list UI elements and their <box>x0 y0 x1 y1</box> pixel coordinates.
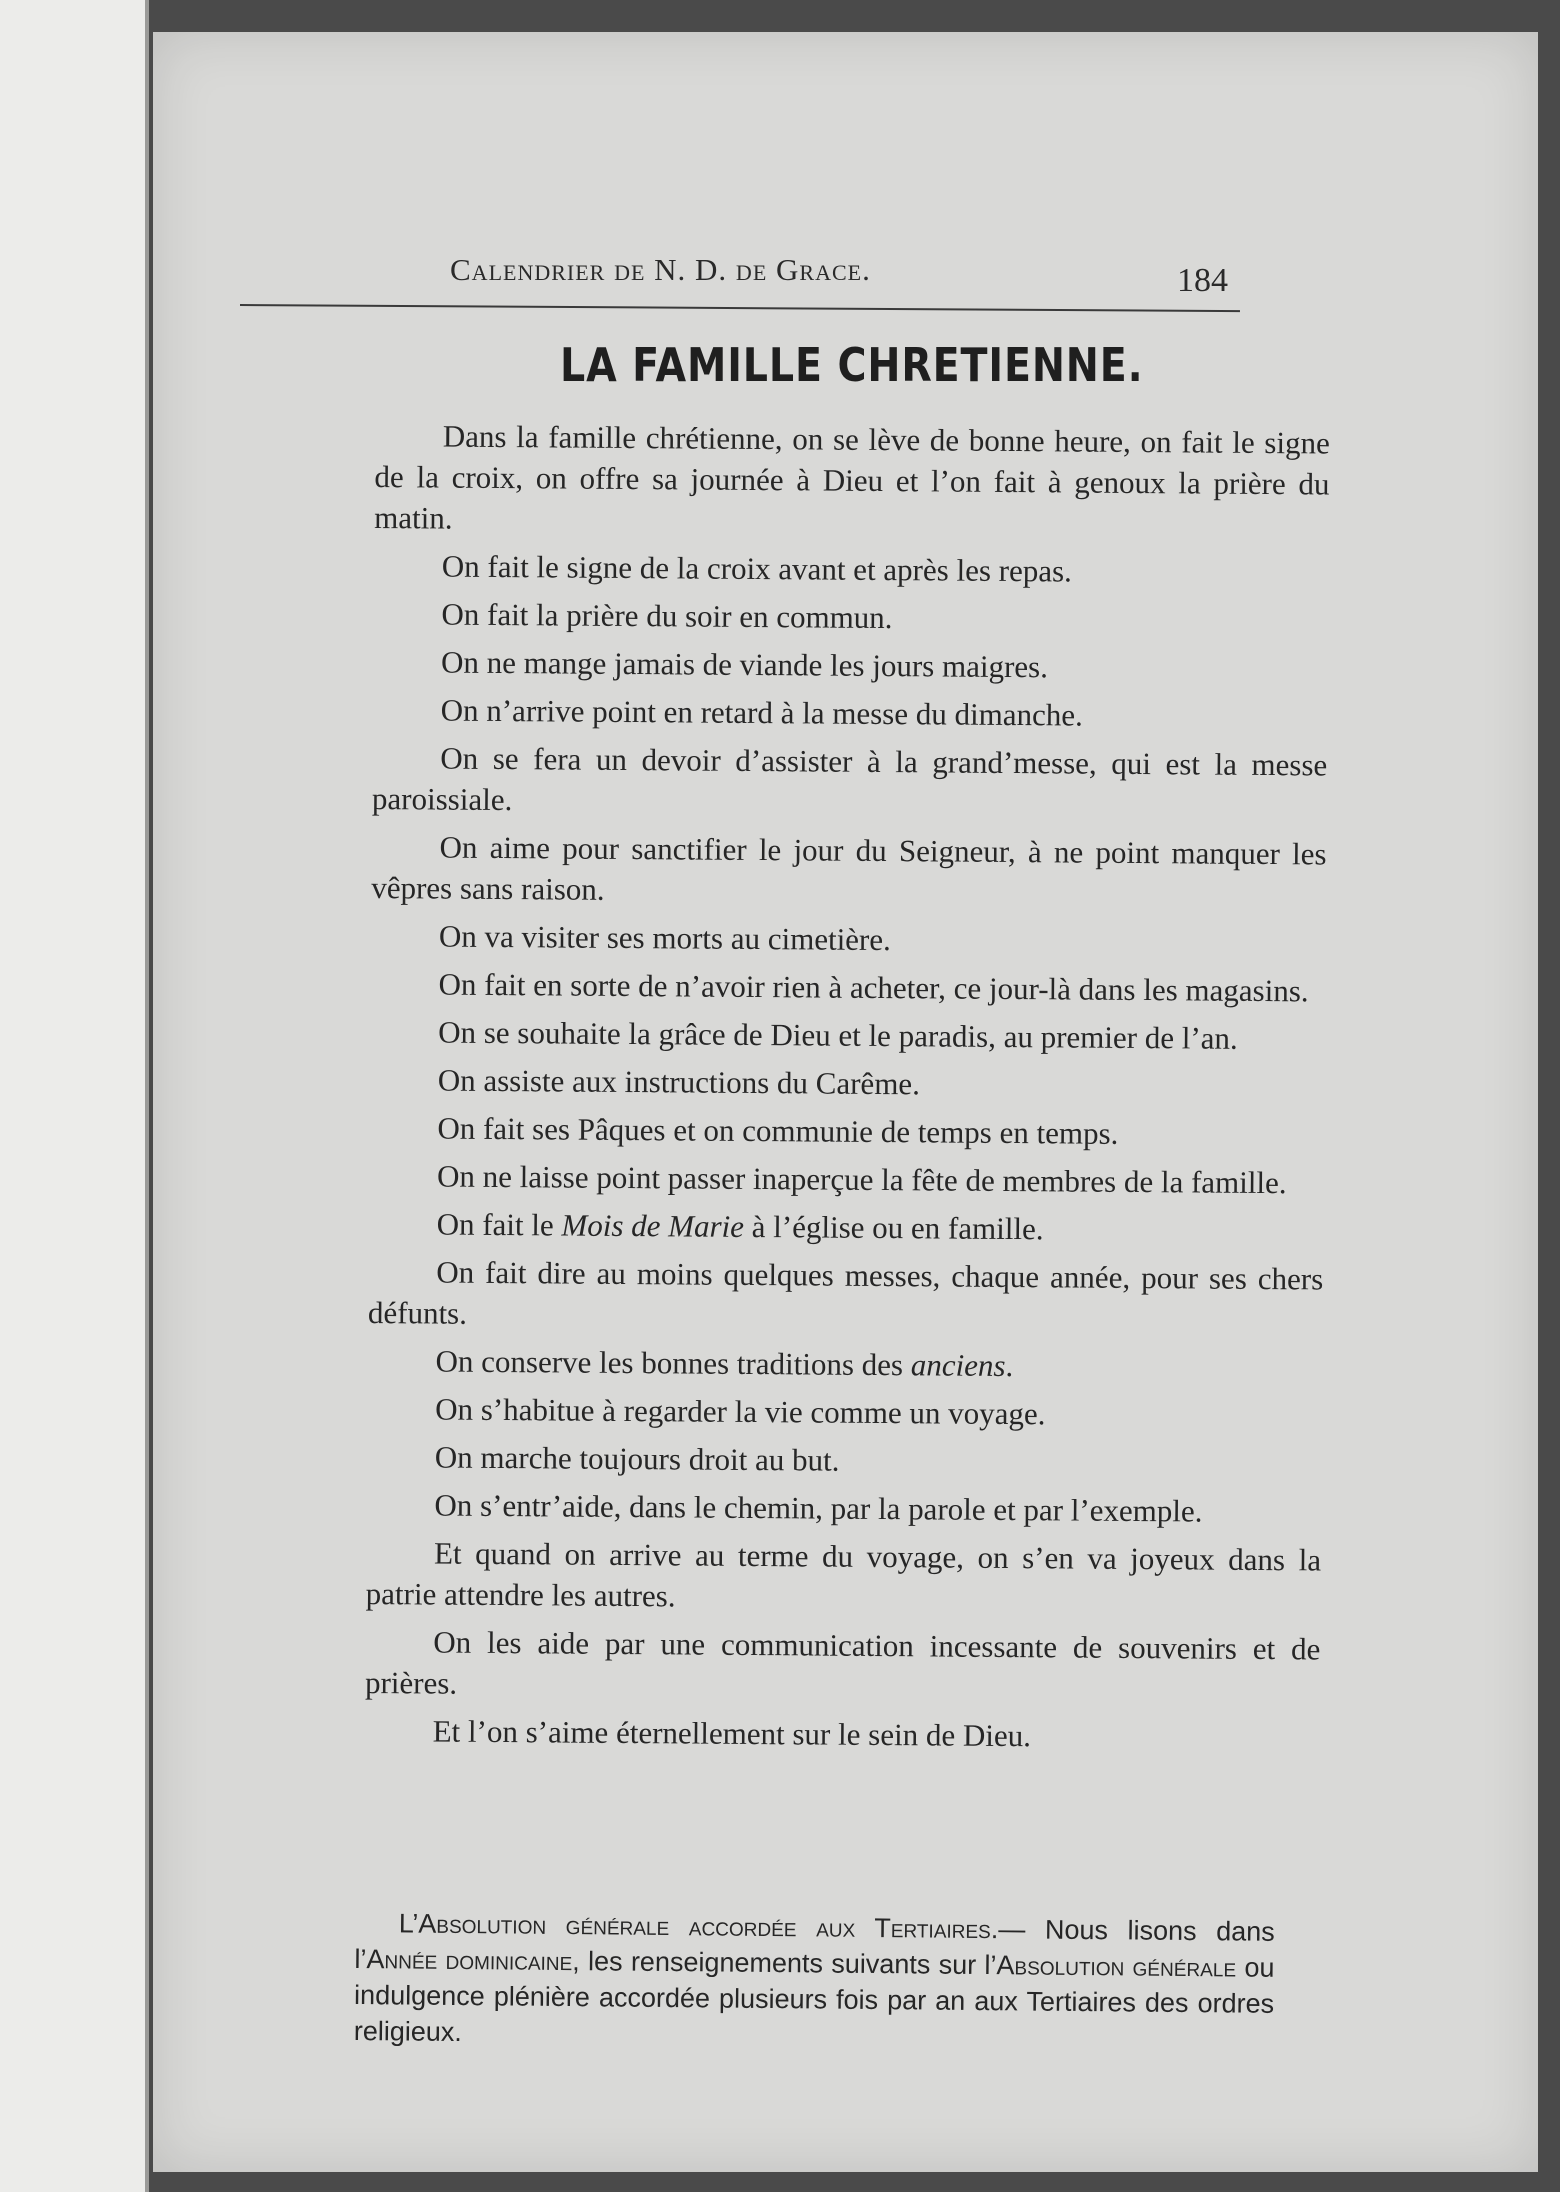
paragraph: On aime pour sanctifier le jour du Seigneur, à ne point manquer les vêpres sans raison. <box>371 829 1327 907</box>
paragraph: On fait le signe de la croix avant et après les repas. <box>441 548 1073 589</box>
article-title: LA FAMILLE CHRETIENNE. <box>560 338 1144 392</box>
paragraph: On fait en sorte de n’avoir rien à acheter, ce jour-là dans les magasins. <box>438 966 1309 1009</box>
paragraph: On ne mange jamais de viande les jours maigres. <box>440 644 1049 685</box>
paragraph-anciens <box>367 1340 1322 1388</box>
paragraph: Dans la famille chrétienne, on se lève de bonne heure, on fait le signe de la croix, on offre sa journée à Dieu et l’on fait à genoux la prière du matin. <box>374 418 1330 536</box>
paragraph: On les aide par une communication incessante de souvenirs et de prières. <box>364 1624 1321 1701</box>
italic-text: Mois de Marie <box>561 1207 745 1244</box>
paragraph: On va visiter ses morts au cimetière. <box>438 918 891 958</box>
article-body <box>364 415 1330 1765</box>
text-run: On conserve les bonnes traditions des <box>435 1343 911 1383</box>
absolution-note <box>354 1905 1275 2058</box>
paragraph: Et quand on arrive au terme du voyage, on s’en va joyeux dans la patrie attendre les autres. <box>365 1535 1322 1614</box>
note-text: , les renseignements suivants sur l’ <box>572 1946 997 1981</box>
paragraph: On marche toujours droit au but. <box>434 1439 840 1478</box>
note-text: ou indulgence plénière accordée plusieurs fois par an aux Tertiaires des ordres religieux. <box>353 1952 1275 2048</box>
italic-text: anciens <box>910 1347 1006 1383</box>
note-paragraph <box>354 1905 1275 2058</box>
running-head: Calendrier de N. D. de Grace. <box>450 252 871 287</box>
paragraph: On fait ses Pâques et on communie de temps en temps. <box>437 1110 1119 1151</box>
text-run: On fait le <box>436 1206 562 1243</box>
text-run: . <box>1005 1347 1014 1384</box>
note-heading: L’Absolution générale accordée aux Tertiaires. <box>398 1908 999 1945</box>
note-text: Nous lisons dans l’ <box>354 1914 1275 1975</box>
page-header <box>240 232 1240 302</box>
paragraph: On n’arrive point en retard à la messe du dimanche. <box>440 692 1083 733</box>
paragraph: On assiste aux instructions du Carême. <box>437 1062 921 1102</box>
paragraph: On fait la prière du soir en commun. <box>441 596 893 636</box>
facing-page-edge <box>0 0 149 2192</box>
paragraph: On s’entr’aide, dans le chemin, par la parole et par l’exemple. <box>434 1487 1203 1529</box>
note-dash: — <box>998 1914 1046 1945</box>
text-run: à l’église ou en famille. <box>743 1208 1044 1247</box>
paragraph-mois-de-marie <box>368 1203 1323 1251</box>
paragraph: On se fera un devoir d’assister à la grand’messe, qui est la messe paroissiale. <box>371 740 1328 818</box>
paragraph: On se souhaite la grâce de Dieu et le paradis, au premier de l’an. <box>438 1014 1238 1056</box>
paragraph: Et l’on s’aime éternellement sur le sein de Dieu. <box>432 1713 1032 1754</box>
note-source: Année dominicaine <box>366 1944 573 1977</box>
page-number: 184 <box>1177 262 1228 299</box>
paragraph: On fait dire au moins quelques messes, chaque année, pour ses chers défunts. <box>367 1254 1324 1331</box>
paragraph: On ne laisse point passer inaperçue la fête de membres de la famille. <box>436 1158 1287 1201</box>
note-term: Absolution générale <box>996 1950 1237 1983</box>
paragraph: On s’habitue à regarder la vie comme un voyage. <box>435 1391 1046 1432</box>
